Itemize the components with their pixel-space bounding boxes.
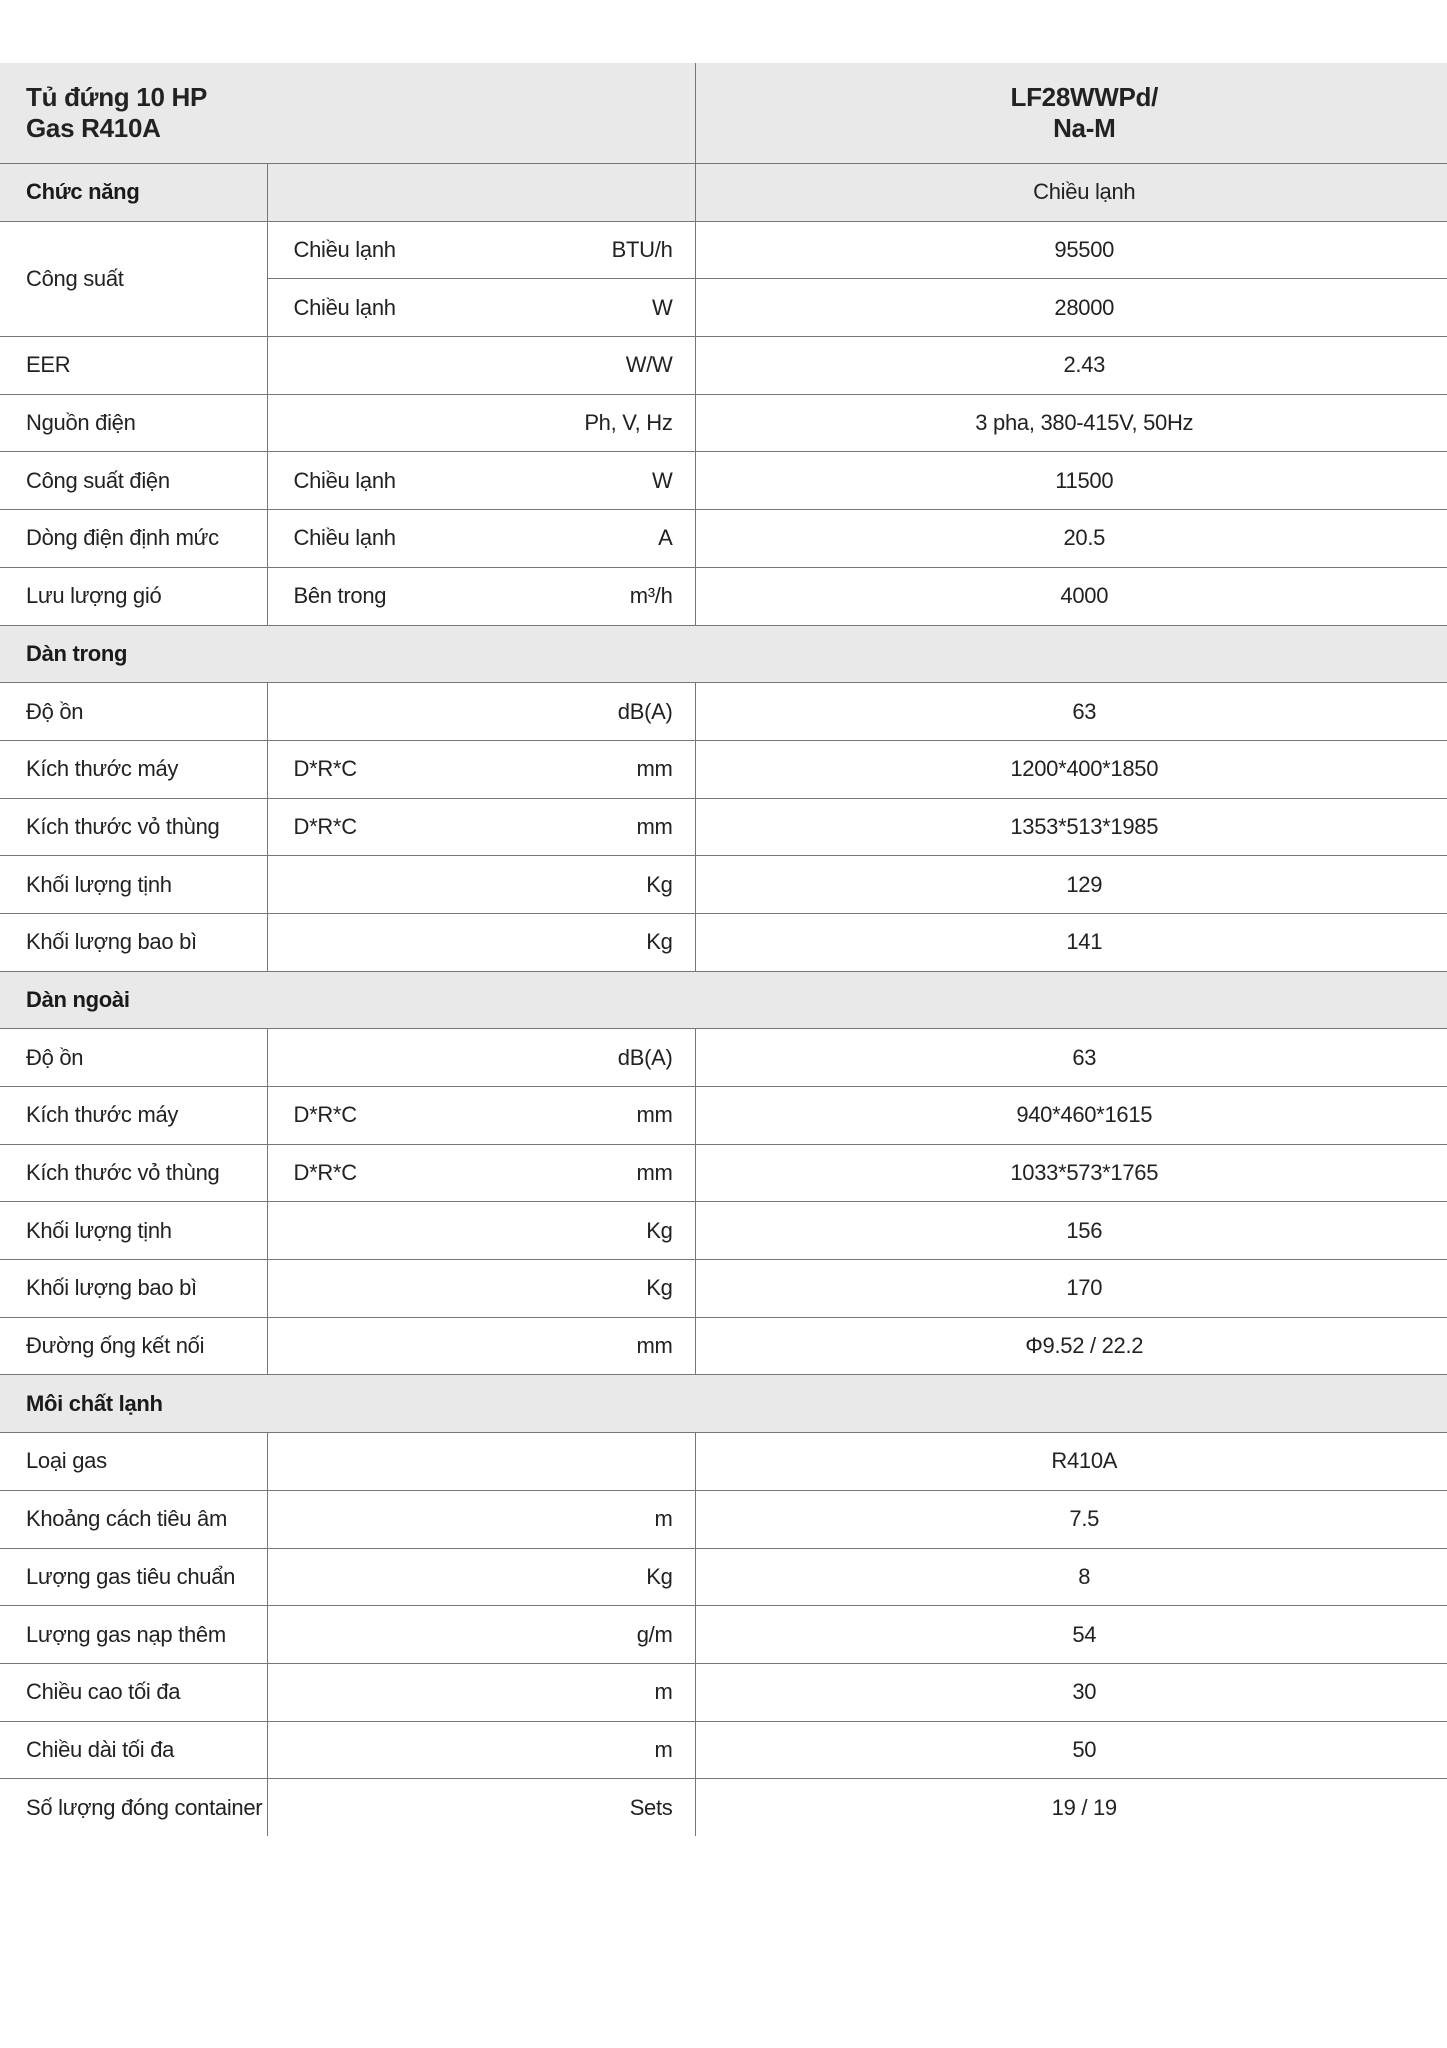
condition-unit-wrap xyxy=(294,1564,695,1590)
condition-unit-wrap xyxy=(294,1679,695,1705)
row-label: EER xyxy=(0,337,267,395)
row-condition-cell xyxy=(267,1490,695,1548)
row-unit: Ph, V, Hz xyxy=(584,410,673,436)
row-value: 50 xyxy=(695,1721,1447,1779)
condition-unit-wrap xyxy=(294,872,695,898)
table-row xyxy=(0,798,1447,856)
row-unit: mm xyxy=(636,1102,673,1128)
row-condition-cell xyxy=(267,1144,695,1202)
row-condition: Chiều lạnh xyxy=(293,467,396,493)
row-unit: mm xyxy=(636,1160,673,1186)
row-unit: mm xyxy=(636,813,673,839)
row-unit: Sets xyxy=(629,1794,673,1820)
table-row xyxy=(0,452,1447,510)
section-title: Dàn trong xyxy=(0,625,1447,683)
row-label: Khối lượng tịnh xyxy=(0,1202,267,1260)
condition-unit-wrap xyxy=(294,1622,695,1648)
table-row xyxy=(0,510,1447,568)
row-condition-cell xyxy=(267,567,695,625)
table-row xyxy=(0,221,1447,279)
model-name-line1: LF28WWPd/ xyxy=(1010,82,1159,112)
row-unit: Kg xyxy=(646,871,673,897)
row-value: 1200*400*1850 xyxy=(695,740,1447,798)
row-condition-cell xyxy=(267,1202,695,1260)
condition-unit-wrap xyxy=(294,756,695,782)
row-condition: D*R*C xyxy=(293,756,357,782)
section-header-row xyxy=(0,971,1447,1029)
row-value: 19 / 19 xyxy=(695,1779,1447,1837)
row-label: Khối lượng tịnh xyxy=(0,856,267,914)
row-value: 8 xyxy=(695,1548,1447,1606)
row-condition-cell xyxy=(267,1548,695,1606)
table-row xyxy=(0,1606,1447,1664)
row-condition-cell xyxy=(267,798,695,856)
table-row xyxy=(0,1721,1447,1779)
row-label: Loại gas xyxy=(0,1433,267,1491)
row-label: Độ ồn xyxy=(0,1029,267,1087)
row-value: 63 xyxy=(695,683,1447,741)
row-condition-cell xyxy=(267,1087,695,1145)
row-condition: D*R*C xyxy=(293,813,357,839)
row-condition-cell xyxy=(267,337,695,395)
row-label: Lượng gas nạp thêm xyxy=(0,1606,267,1664)
row-unit: BTU/h xyxy=(611,237,673,263)
condition-unit-wrap xyxy=(294,929,695,955)
row-condition-cell xyxy=(267,1721,695,1779)
row-value: 20.5 xyxy=(695,510,1447,568)
row-condition: Chiều lạnh xyxy=(293,237,396,263)
row-condition: Chiều lạnh xyxy=(293,525,396,551)
condition-unit-wrap xyxy=(294,1506,695,1532)
table-row xyxy=(0,1202,1447,1260)
row-label: Công suất điện xyxy=(0,452,267,510)
condition-unit-wrap xyxy=(294,1275,695,1301)
row-condition-cell xyxy=(267,1779,695,1837)
row-value: 170 xyxy=(695,1260,1447,1318)
row-value: 30 xyxy=(695,1663,1447,1721)
row-label: Kích thước vỏ thùng xyxy=(0,1144,267,1202)
row-unit: Kg xyxy=(646,1563,673,1589)
row-value: 7.5 xyxy=(695,1490,1447,1548)
row-value: 141 xyxy=(695,913,1447,971)
row-condition-cell xyxy=(267,510,695,568)
row-unit: m³/h xyxy=(629,583,673,609)
condition-unit-wrap xyxy=(294,1333,695,1359)
row-unit: W xyxy=(652,294,673,320)
row-value: 4000 xyxy=(695,567,1447,625)
table-row xyxy=(0,1663,1447,1721)
row-unit: Kg xyxy=(646,929,673,955)
condition-unit-wrap xyxy=(294,525,695,551)
condition-unit-wrap xyxy=(294,1737,695,1763)
row-unit: dB(A) xyxy=(617,698,673,724)
function-label: Chức năng xyxy=(0,164,267,222)
table-row xyxy=(0,913,1447,971)
product-title-line1: Tủ đứng 10 HP xyxy=(26,82,208,112)
row-unit: m xyxy=(654,1679,673,1705)
condition-unit-wrap xyxy=(294,410,695,436)
row-value: 156 xyxy=(695,1202,1447,1260)
row-label: Lưu lượng gió xyxy=(0,567,267,625)
table-row xyxy=(0,567,1447,625)
row-value: R410A xyxy=(695,1433,1447,1491)
function-value: Chiều lạnh xyxy=(695,164,1447,222)
row-condition: D*R*C xyxy=(293,1160,357,1186)
row-condition-cell xyxy=(267,1029,695,1087)
row-label: Khoảng cách tiêu âm xyxy=(0,1490,267,1548)
product-title-line2: Gas R410A xyxy=(26,113,161,143)
table-row xyxy=(0,1317,1447,1375)
row-unit: mm xyxy=(636,756,673,782)
row-label: Kích thước máy xyxy=(0,1087,267,1145)
model-name-cell xyxy=(695,63,1447,164)
table-row xyxy=(0,1087,1447,1145)
condition-unit-wrap xyxy=(294,583,695,609)
table-row xyxy=(0,1490,1447,1548)
row-unit: W xyxy=(652,467,673,493)
row-label: Khối lượng bao bì xyxy=(0,1260,267,1318)
product-title-cell xyxy=(0,63,695,164)
row-condition-cell xyxy=(267,740,695,798)
table-row xyxy=(0,394,1447,452)
row-value: 2.43 xyxy=(695,337,1447,395)
row-label: Đường ống kết nối xyxy=(0,1317,267,1375)
row-unit: m xyxy=(654,1506,673,1532)
table-row xyxy=(0,1779,1447,1837)
row-unit: m xyxy=(654,1736,673,1762)
table-row xyxy=(0,740,1447,798)
row-value: 1033*573*1765 xyxy=(695,1144,1447,1202)
row-unit: Kg xyxy=(646,1217,673,1243)
row-condition-cell xyxy=(267,279,695,337)
row-value: 1353*513*1985 xyxy=(695,798,1447,856)
row-condition: D*R*C xyxy=(293,1102,357,1128)
row-value: 129 xyxy=(695,856,1447,914)
condition-unit-wrap xyxy=(294,352,695,378)
row-value: 940*460*1615 xyxy=(695,1087,1447,1145)
row-condition: Bên trong xyxy=(293,583,387,609)
condition-unit-wrap xyxy=(294,295,695,321)
condition-unit-wrap xyxy=(294,699,695,725)
row-condition-cell xyxy=(267,221,695,279)
row-condition-cell xyxy=(267,913,695,971)
table-row xyxy=(0,1144,1447,1202)
table-row xyxy=(0,1260,1447,1318)
row-condition-cell xyxy=(267,1317,695,1375)
condition-unit-wrap xyxy=(294,1045,695,1071)
row-label: Nguồn điện xyxy=(0,394,267,452)
condition-unit-wrap xyxy=(294,237,695,263)
row-condition: Chiều lạnh xyxy=(293,294,396,320)
row-unit: mm xyxy=(636,1333,673,1359)
row-value: 54 xyxy=(695,1606,1447,1664)
table-row xyxy=(0,1548,1447,1606)
row-value: 11500 xyxy=(695,452,1447,510)
row-condition-cell xyxy=(267,1606,695,1664)
condition-unit-wrap xyxy=(294,1160,695,1186)
row-condition-cell xyxy=(267,452,695,510)
row-label: Độ ồn xyxy=(0,683,267,741)
row-unit: g/m xyxy=(636,1621,673,1647)
section-header-row xyxy=(0,1375,1447,1433)
table-row xyxy=(0,856,1447,914)
row-value: 95500 xyxy=(695,221,1447,279)
row-unit: Kg xyxy=(646,1275,673,1301)
row-unit: dB(A) xyxy=(617,1044,673,1070)
condition-unit-wrap xyxy=(294,1218,695,1244)
row-value: 63 xyxy=(695,1029,1447,1087)
row-value: 28000 xyxy=(695,279,1447,337)
function-blank-cell xyxy=(267,164,695,222)
section-header-row xyxy=(0,625,1447,683)
row-value: 3 pha, 380-415V, 50Hz xyxy=(695,394,1447,452)
condition-unit-wrap xyxy=(294,814,695,840)
row-label: Dòng điện định mức xyxy=(0,510,267,568)
table-row xyxy=(0,1433,1447,1491)
row-label: Lượng gas tiêu chuẩn xyxy=(0,1548,267,1606)
row-condition-cell xyxy=(267,1433,695,1491)
condition-unit-wrap xyxy=(294,468,695,494)
spec-table xyxy=(0,63,1447,1836)
section-title: Môi chất lạnh xyxy=(0,1375,1447,1433)
row-unit: A xyxy=(658,525,673,551)
row-label: Khối lượng bao bì xyxy=(0,913,267,971)
row-label: Kích thước vỏ thùng xyxy=(0,798,267,856)
row-label: Công suất xyxy=(0,221,267,336)
row-condition-cell xyxy=(267,394,695,452)
section-title: Dàn ngoài xyxy=(0,971,1447,1029)
table-row xyxy=(0,337,1447,395)
table-row xyxy=(0,1029,1447,1087)
table-header-row xyxy=(0,63,1447,164)
row-condition-cell xyxy=(267,1260,695,1318)
row-condition-cell xyxy=(267,683,695,741)
row-condition-cell xyxy=(267,1663,695,1721)
function-row xyxy=(0,164,1447,222)
condition-unit-wrap xyxy=(294,1102,695,1128)
row-value: Φ9.52 / 22.2 xyxy=(695,1317,1447,1375)
row-label: Chiều dài tối đa xyxy=(0,1721,267,1779)
condition-unit-wrap xyxy=(294,1795,695,1821)
row-unit: W/W xyxy=(625,352,673,378)
row-label: Chiều cao tối đa xyxy=(0,1663,267,1721)
row-condition-cell xyxy=(267,856,695,914)
row-label: Số lượng đóng container xyxy=(26,1794,263,1820)
table-row xyxy=(0,683,1447,741)
model-name-line2: Na-M xyxy=(1053,113,1116,143)
row-label: Kích thước máy xyxy=(0,740,267,798)
